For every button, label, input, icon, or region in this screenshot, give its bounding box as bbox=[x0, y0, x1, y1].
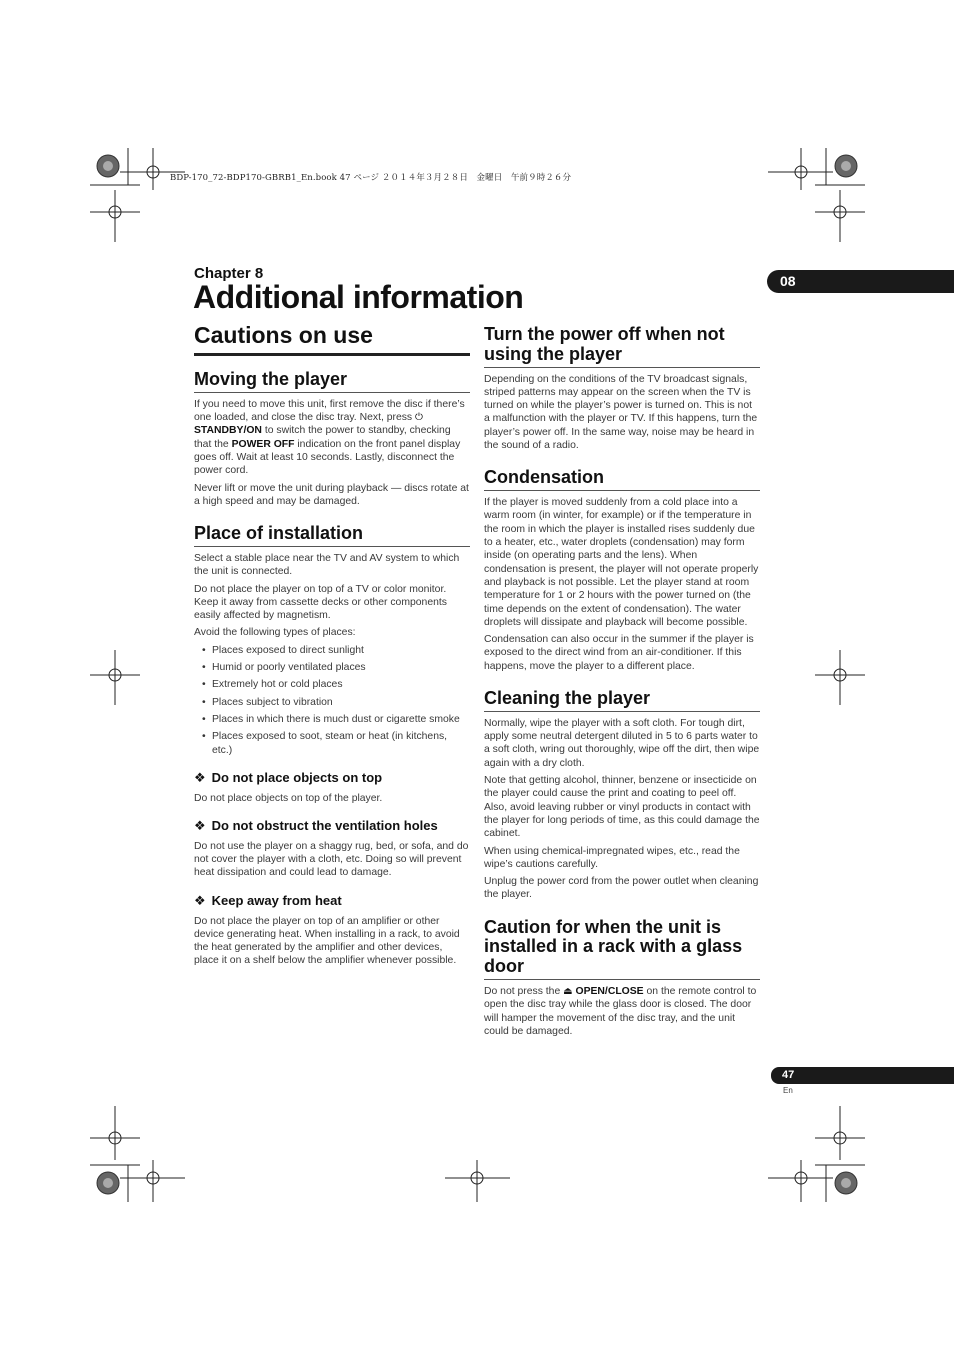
condensation-paragraph-1: If the player is moved suddenly from a cold place into a warm room (in winter, for example) or if the temperature in the room in which the player is installed rises suddenly due to a heater, etc., water droplets (condensation) may form inside (on operating parts and the lens). When condensation is present, the player will not operate properly and playback is not possible. Let the player stand at room temperature for 1 or 2 hours with the power turned on (the time depends on the extent of condensation). The water droplets will dissipate and playback will become possible. bbox=[484, 497, 759, 628]
heading-rack-glass-door: Caution for when the unit is installed in a rack with a glass door bbox=[484, 918, 760, 980]
heading-condensation: Condensation bbox=[484, 468, 760, 491]
places-to-avoid-list bbox=[194, 644, 470, 757]
subheading-heat: ❖ Keep away from heat bbox=[194, 892, 342, 908]
installation-paragraph-2: Do not place the player on top of a TV or color monitor. Keep it away from cassette decks or other components easily affected by magnetism. bbox=[194, 583, 447, 622]
cleaning-paragraph-4: Unplug the power cord from the power outlet when cleaning the player. bbox=[484, 876, 759, 901]
diamond-bullet-icon: ❖ bbox=[194, 892, 206, 908]
diamond-bullet-icon: ❖ bbox=[194, 817, 206, 833]
ventilation-text: Do not use the player on a shaggy rug, bed, or sofa, and do not cover the player with a cloth, etc. Doing so will prevent heat dissipation and could lead to damage. bbox=[194, 840, 469, 879]
chapter-label: Chapter 8 bbox=[194, 265, 264, 282]
left-column bbox=[194, 322, 470, 972]
page-language: En bbox=[783, 1086, 793, 1095]
power-icon: ⏻ bbox=[415, 412, 423, 424]
page-number: 47 bbox=[771, 1067, 954, 1084]
list-item: • Extremely hot or cold places bbox=[202, 678, 470, 691]
subheading-ventilation: ❖ Do not obstruct the ventilation holes bbox=[194, 817, 438, 833]
cleaning-paragraph-1: Normally, wipe the player with a soft cloth. For tough dirt, apply some neutral detergent diluted in 5 to 6 parts water to a soft cloth, wring out thoroughly, wipe off the dirt, then wipe again with a dry cloth. bbox=[484, 717, 760, 769]
section-title-cautions: Cautions on use bbox=[194, 322, 470, 356]
power-off-label: POWER OFF bbox=[231, 438, 295, 450]
heading-place-installation: Place of installation bbox=[194, 524, 470, 547]
list-item: • Places exposed to soot, steam or heat (in kitchens, etc.) bbox=[202, 730, 470, 757]
list-item: • Places exposed to direct sunlight bbox=[202, 644, 470, 657]
objects-on-top-text: Do not place objects on top of the player. bbox=[194, 792, 383, 804]
print-file-header: BDP-170_72-BDP170-GBRB1_En.book 47 ページ ２０１４年３月２８日 金曜日 午前９時２６分 bbox=[170, 173, 572, 183]
moving-paragraph-2: Never lift or move the unit during playback — discs rotate at a high speed and may be damaged. bbox=[194, 482, 469, 507]
cleaning-paragraph-3: When using chemical-impregnated wipes, etc., read the wipe’s cautions carefully. bbox=[484, 845, 740, 870]
heading-power-off: Turn the power off when not using the player bbox=[484, 325, 760, 368]
list-item: • Places subject to vibration bbox=[202, 696, 470, 709]
diamond-bullet-icon: ❖ bbox=[194, 769, 206, 785]
condensation-paragraph-2: Condensation can also occur in the summer if the player is exposed to the direct wind from an air-conditioner. If this happens, move the player to a different place. bbox=[484, 634, 754, 672]
right-column bbox=[484, 325, 760, 1042]
heading-moving-player: Moving the player bbox=[194, 370, 470, 393]
installation-paragraph-1: Select a stable place near the TV and AV system to which the unit is connected. bbox=[194, 552, 460, 578]
open-close-label: OPEN/CLOSE bbox=[575, 986, 644, 998]
eject-icon: ⏏ bbox=[563, 986, 573, 998]
list-item: • Humid or poorly ventilated places bbox=[202, 661, 470, 674]
list-item: • Places in which there is much dust or cigarette smoke bbox=[202, 713, 470, 726]
heading-cleaning: Cleaning the player bbox=[484, 689, 760, 712]
rack-paragraph-1: Do not press the ⏏ OPEN/CLOSE on the remote control to open the disc tray while the glass door is closed. The door will hamper the movement of the disc tray, and the unit could be damaged. bbox=[484, 986, 757, 1037]
installation-paragraph-3: Avoid the following types of places: bbox=[194, 627, 356, 639]
power-paragraph-1: Depending on the conditions of the TV broadcast signals, striped patterns may appear on the screen when the TV is turned on while the player’s power is turned on. This is not a malfunction with the player or TV. If this happens, turn the player’s power off. In the same way, noise may be heard in the sound of a radio. bbox=[484, 373, 758, 452]
chapter-tab: 08 bbox=[767, 270, 954, 293]
cleaning-paragraph-2: Note that getting alcohol, thinner, benzene or insecticide on the player could cause the print and coating to peel off. Also, avoid leaving rubber or vinyl products in contact with the player for long periods of time, as this could damage the cabinet. bbox=[484, 775, 760, 840]
subheading-objects-on-top: ❖ Do not place objects on top bbox=[194, 769, 383, 785]
heat-text: Do not place the player on top of an amplifier or other device generating heat. When installing in a rack, to avoid the heat generated by the amplifier and other devices, place it on a shelf below the amplifier whenever possible. bbox=[194, 915, 460, 967]
standby-label: STANDBY/ON bbox=[194, 425, 262, 437]
chapter-title: Additional information bbox=[193, 279, 524, 315]
moving-paragraph-1: If you need to move this unit, first remove the disc if there’s one loaded, and close the disc tray. Next, press ⏻ STANDBY/ON to switch the power to standby, checking that the POWER OFF indication on the front panel display goes off. Wait at least 10 seconds. Lastly, disconnect the power cord. bbox=[194, 398, 465, 477]
